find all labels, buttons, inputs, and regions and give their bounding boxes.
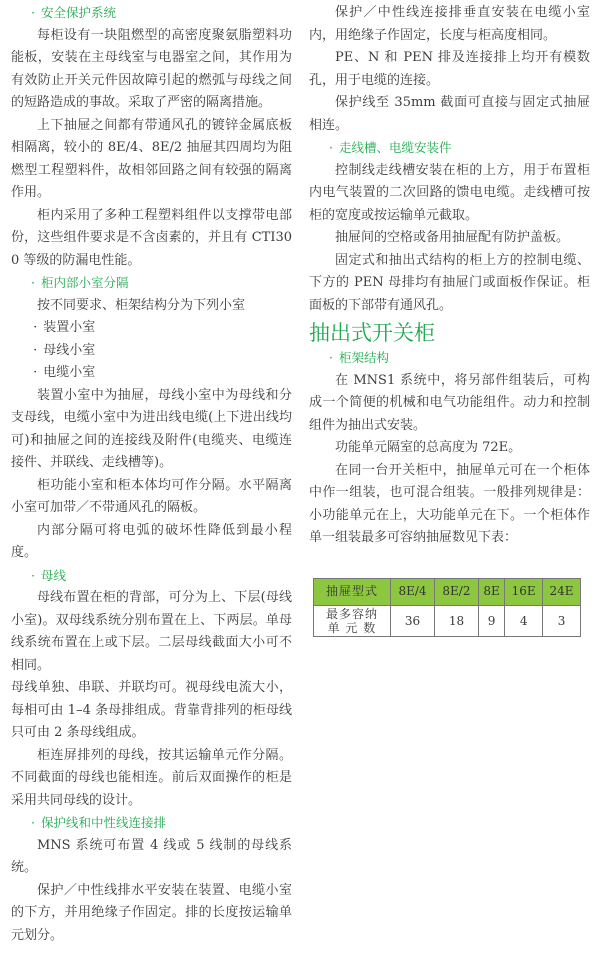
- header-cell: 16E: [505, 578, 543, 605]
- paragraph: 在同一台开关柜中，抽屉单元可在一个柜体中作一组装，也可混合组装。一般排列规律是：小功能单元在上，大功能单元在下。一个柜体作单一组装最多可容纳抽屉数见下表：: [309, 462, 590, 545]
- paragraph: 母线布置在柜的背部，可分为上、下层(母线小室)。双母线系统分别布置在上、下两层。单母线系统布置在上或下层。二层母线截面大小可不相同。: [11, 590, 292, 673]
- section-heading: · 走线槽、电缆安装件: [329, 140, 452, 155]
- header-cell: 8E/2: [434, 578, 478, 605]
- paragraph: MNS 系统可布置 4 线或 5 线制的母线系统。: [11, 837, 292, 875]
- paragraph: 装置小室中为抽屉，母线小室中为母线和分支母线，电缆小室中为进出线电缆(上下进出线均可)和抽屉之间的连接线及附件(电缆夹、电缆连接件、并联线、走线槽等)。: [11, 387, 292, 470]
- paragraph: 保护／中性线排水平安装在装置、电缆小室的下方，并用绝缘子作固定。排的长度按运输单元划分。: [11, 882, 292, 943]
- list-item: · 装置小室: [33, 320, 96, 335]
- table-row: [314, 605, 581, 636]
- section-heading: · 安全保护系统: [31, 5, 116, 20]
- paragraph: 控制线走线槽安装在柜的上方，用于布置柜内电气装置的二次回路的馈电电缆。走线槽可按柜的宽度或按运输单元截取。: [309, 162, 590, 223]
- chapter-title: 抽出式开关柜: [309, 321, 435, 345]
- paragraph: 功能单元隔室的总高度为 72E。: [335, 440, 522, 455]
- header-cell: 抽屉型式: [314, 578, 391, 605]
- header-cell: 8E: [478, 578, 504, 605]
- row-label: 最多容纳 单 元 数: [314, 605, 391, 636]
- table-cell: 18: [434, 605, 478, 636]
- section-heading: · 柜内部小室分隔: [31, 275, 129, 290]
- list-item: · 母线小室: [33, 342, 96, 358]
- paragraph: 内部分隔可将电弧的破坏性降低到最小程度。: [11, 522, 292, 560]
- paragraph: 柜功能小室和柜本体均可作分隔。水平隔离小室可加带／不带通风孔的隔板。: [11, 477, 292, 515]
- table-cell: 9: [478, 605, 504, 636]
- right-column: [309, 2, 590, 947]
- drawer-capacity-table: [313, 578, 581, 637]
- table-header-row: [314, 578, 581, 605]
- paragraph: 保护／中性线连接排垂直安装在电缆小室内，用绝缘子作固定，长度与柜高度相同。: [309, 5, 590, 43]
- paragraph: 柜内采用了多种工程塑料组件以支撑带电部份，这些组件要求是不含卤素的，并且有 CTI300 等级的防漏电性能。: [11, 207, 292, 268]
- section-heading: · 母线: [31, 567, 66, 583]
- table-cell: 4: [505, 605, 543, 636]
- section-heading: · 保护线和中性线连接排: [31, 815, 166, 830]
- paragraph: 按不同要求、柜架结构分为下列小室: [37, 297, 246, 313]
- header-cell: 8E/4: [391, 578, 435, 605]
- paragraph: 母线单独、串联、并联均可。视母线电流大小，每相可由 1–4 条母排组成。背靠背排列的柜母线只可由 2 条母线组成。: [11, 680, 292, 740]
- paragraph: PE、N 和 PEN 排及连接排上均开有模数孔，用于电缆的连接。: [309, 50, 590, 88]
- paragraph: 保护线至 35mm 截面可直接与固定式抽屉相连。: [309, 95, 590, 133]
- list-item: · 电缆小室: [33, 365, 96, 380]
- header-cell: 24E: [543, 578, 581, 605]
- left-column: [11, 2, 292, 947]
- table-cell: 3: [543, 605, 581, 636]
- paragraph: 抽屉间的空格或备用抽屉配有防护盖板。: [335, 230, 570, 245]
- paragraph: 柜连屏排列的母线，按其运输单元作分隔。不同截面的母线也能相连。前后双面操作的柜是采用共同母线的设计。: [11, 747, 292, 808]
- paragraph: 上下抽屉之间都有带通风孔的镀锌金属底板相隔离，较小的 8E/4、8E/2 抽屉其四周均为阻燃型工程塑料件，故相邻回路之间有较强的隔离作用。: [11, 117, 292, 200]
- table-cell: 36: [391, 605, 435, 636]
- paragraph: 每柜设有一块阻燃型的高密度聚氨脂塑料功能板，安装在主母线室与电器室之间，其作用为有效防止开关元件因故障引起的燃弧与母线之间的短路造成的事故。采取了严密的隔离措施。: [11, 27, 292, 110]
- section-heading: · 柜架结构: [329, 350, 389, 365]
- paragraph: 在 MNS1 系统中，将另部件组装后，可构成一个简便的机械和电气功能组件。动力和控制组件为抽出式安装。: [309, 372, 590, 433]
- paragraph: 固定式和抽出式结构的柜上方的控制电缆、下方的 PEN 母排均有抽屉门或面板作保证。柜面板的下部带有通风孔。: [309, 252, 590, 313]
